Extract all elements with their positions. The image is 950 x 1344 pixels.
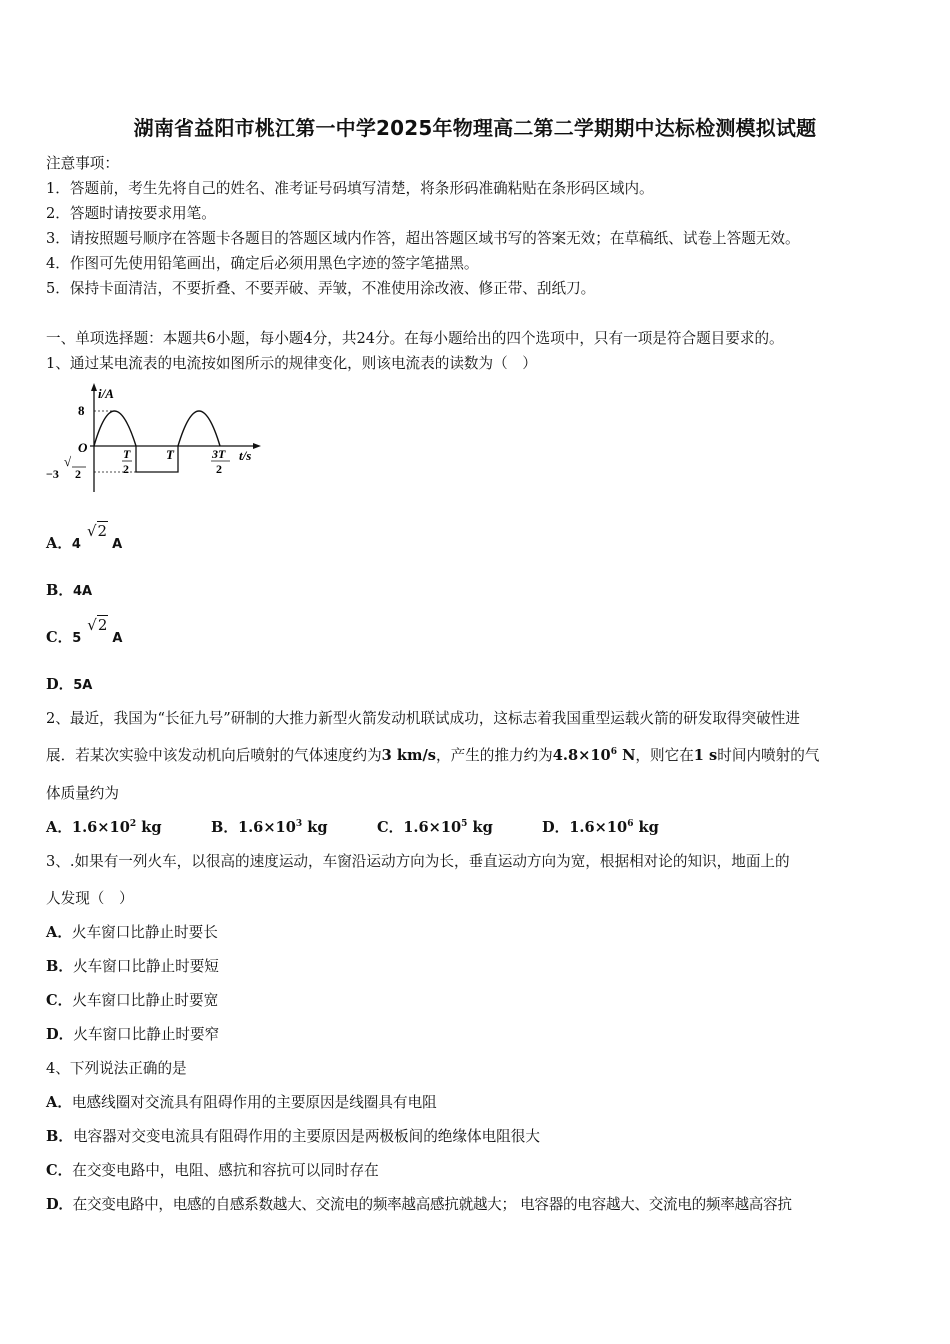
q3-option-a[interactable]: A．火车窗口比静止时要长	[46, 924, 218, 941]
q2-option-d[interactable]: D．$1.6\times 10^6$ kg	[542, 819, 659, 836]
positive-half-wave-2	[178, 411, 220, 446]
section-heading: 一、单项选择题：本题共6小题，每小题4分，共24分。在每小题给出的四个选项中，只有一项是符合题目要求的。	[46, 330, 784, 347]
q1-option-a[interactable]: A．4√2A	[46, 522, 123, 552]
t-axis-label: t/s	[239, 448, 252, 463]
notice-item-4: 4．作图可先使用铅笔画出，确定后必须用黑色字迹的签字笔描黑。	[46, 255, 479, 272]
q1-current-graph	[42, 380, 267, 495]
q3-option-b[interactable]: B．火车窗口比静止时要短	[46, 958, 219, 975]
q4-option-c[interactable]: C．在交变电路中，电阻、感抗和容抗可以同时存在	[46, 1162, 379, 1179]
q2-stem-line2: 展．若某次实验中该发动机向后喷射的气体速度约为3 km/s，产生的推力约为$4.8\times 10^6$ N，则它在1 s时间内喷射的气	[46, 747, 820, 764]
page-title: 湖南省益阳市桃江第一中学2025年物理高二第二学期期中达标检测模拟试题	[133, 116, 817, 140]
q3-option-c[interactable]: C．火车窗口比静止时要宽	[46, 992, 219, 1009]
t-tick-full: T	[166, 447, 174, 462]
q3-stem-line2: 人发现（ ）	[46, 890, 134, 907]
t-tick-half-den: 2	[123, 462, 129, 476]
q2-stem-line1: 2、最近，我国为“长征九号”研制的大推力新型火箭发动机联试成功，这标志着我国重型运载火箭的研发取得突破性进	[46, 710, 800, 727]
notice-item-1: 1．答题前，考生先将自己的姓名、准考证号码填写清楚，将条形码准确粘贴在条形码区域内。	[46, 180, 654, 197]
q4-stem: 4、下列说法正确的是	[46, 1060, 187, 1077]
q2-option-a[interactable]: A．$1.6\times 10^2$ kg	[46, 819, 162, 836]
q3-stem-line1: 3、.如果有一列火车，以很高的速度运动，车窗沿运动方向为长，垂直运动方向为宽，根据相对论的知识，地面上的	[46, 853, 790, 870]
origin-label: O	[78, 440, 88, 455]
t-axis-arrow-icon	[253, 443, 261, 449]
q1-option-c[interactable]: C．5√2A	[46, 616, 123, 646]
sqrt-icon: √2	[87, 616, 108, 634]
q4-option-d[interactable]: D．在交变电路中，电感的自感系数越大、交流电的频率越高感抗就越大； 电容器的电容越大、交流电的频率越高容抗	[46, 1196, 792, 1213]
y-tick-neg-radical-icon: √	[64, 454, 72, 469]
sqrt-icon: √2	[86, 522, 108, 540]
notice-header: 注意事项：	[46, 155, 119, 172]
y-tick-neg-sqrt: 2	[75, 467, 81, 481]
notice-item-5: 5．保持卡面清洁，不要折叠、不要弄破、弄皱，不准使用涂改液、修正带、刮纸刀。	[46, 280, 596, 297]
positive-half-wave-1	[94, 411, 136, 446]
y-tick-8: 8	[78, 403, 85, 418]
y-axis-label: i/A	[98, 386, 114, 401]
y-tick-neg: −3	[46, 467, 59, 481]
q2-stem-line3: 体质量约为	[46, 785, 119, 802]
q3-option-d[interactable]: D．火车窗口比静止时要窄	[46, 1026, 220, 1043]
t-tick-half-num: T	[123, 447, 131, 461]
y-axis-arrow-icon	[91, 383, 97, 391]
notice-item-3: 3．请按照题号顺序在答题卡各题目的答题区域内作答，超出答题区域书写的答案无效；在草稿纸、试卷上答题无效。	[46, 230, 800, 247]
notice-item-2: 2．答题时请按要求用笔。	[46, 205, 216, 222]
q2-option-b[interactable]: B．$1.6\times 10^3$ kg	[211, 819, 328, 836]
q1-stem: 1、通过某电流表的电流按如图所示的规律变化，则该电流表的读数为（ ）	[46, 355, 537, 372]
q2-option-c[interactable]: C．$1.6\times 10^5$ kg	[377, 819, 493, 836]
q4-option-a[interactable]: A．电感线圈对交流具有阻碍作用的主要原因是线圈具有电阻	[46, 1094, 437, 1111]
q1-option-d[interactable]: D．5A	[46, 676, 93, 693]
q4-option-b[interactable]: B．电容器对交变电流具有阻碍作用的主要原因是两极板间的绝缘体电阻很大	[46, 1128, 540, 1145]
t-tick-three-half-num: 3T	[212, 447, 226, 461]
q1-option-b[interactable]: B．4A	[46, 582, 93, 599]
t-tick-three-half-den: 2	[216, 462, 222, 476]
